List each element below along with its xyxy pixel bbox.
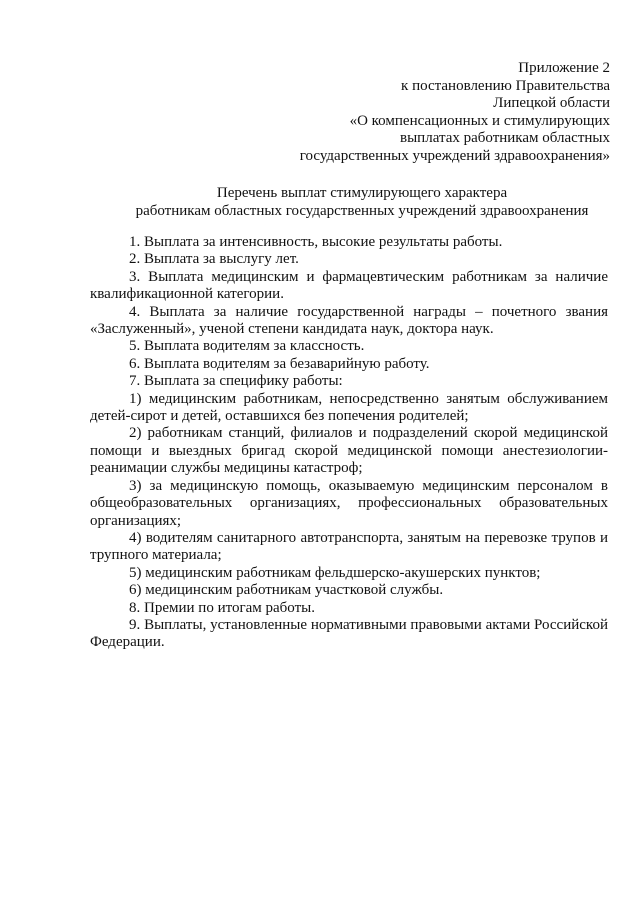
list-item: 2. Выплата за выслугу лет. bbox=[129, 251, 299, 268]
list-item: 9. Выплаты, установленные нормативными правовыми актами Российской Федерации. bbox=[90, 616, 608, 651]
appendix-resolution-title-2: выплатах работникам областных bbox=[400, 130, 610, 147]
list-item: 8. Премии по итогам работы. bbox=[129, 599, 315, 616]
payments-list bbox=[90, 234, 608, 652]
list-item: 3. Выплата медицинским и фармацевтическим работникам за наличие квалификационной категории. bbox=[90, 268, 608, 303]
list-subitem: 2) работникам станций, филиалов и подразделений скорой медицинской помощи и выездных бригад скорой медицинской помощи анестезиологии-реанимации службы медицины катастроф; bbox=[90, 425, 608, 477]
list-item: 4. Выплата за наличие государственной награды – почетного звания «Заслуженный», ученой степени кандидата наук, доктора наук. bbox=[90, 303, 608, 338]
list-subitem: 6) медицинским работникам участковой службы. bbox=[129, 582, 444, 599]
document-title-line-2: работникам областных государственных учреждений здравоохранения bbox=[135, 203, 589, 219]
list-subitem: 5) медицинским работникам фельдшерско-акушерских пунктов; bbox=[129, 564, 541, 581]
list-subitem: 3) за медицинскую помощь, оказываемую медицинским персоналом в общеобразовательных организациях, профессиональных образовательных организациях; bbox=[90, 477, 608, 529]
list-item: 5. Выплата водителям за классность. bbox=[129, 338, 365, 355]
appendix-region: Липецкой области bbox=[493, 95, 610, 112]
list-item: 1. Выплата за интенсивность, высокие результаты работы. bbox=[129, 234, 503, 250]
document-title-line-1: Перечень выплат стимулирующего характера bbox=[216, 185, 508, 201]
list-subitem: 1) медицинским работникам, непосредственно занятым обслуживанием детей-сирот и детей, оставшихся без попечения родителей; bbox=[90, 390, 608, 425]
appendix-resolution-ref: к постановлению Правительства bbox=[401, 77, 610, 94]
appendix-header bbox=[250, 60, 610, 166]
list-item: 6. Выплата водителям за безаварийную работу. bbox=[129, 355, 430, 372]
appendix-resolution-title-1: «О компенсационных и стимулирующих bbox=[349, 112, 610, 129]
document-title bbox=[92, 184, 632, 220]
list-item: 7. Выплата за специфику работы: bbox=[129, 373, 343, 390]
appendix-number: Приложение 2 bbox=[518, 60, 610, 76]
appendix-resolution-title-3: государственных учреждений здравоохранения» bbox=[299, 147, 610, 164]
list-subitem: 4) водителям санитарного автотранспорта, занятым на перевозке трупов и трупного материала; bbox=[90, 529, 608, 564]
